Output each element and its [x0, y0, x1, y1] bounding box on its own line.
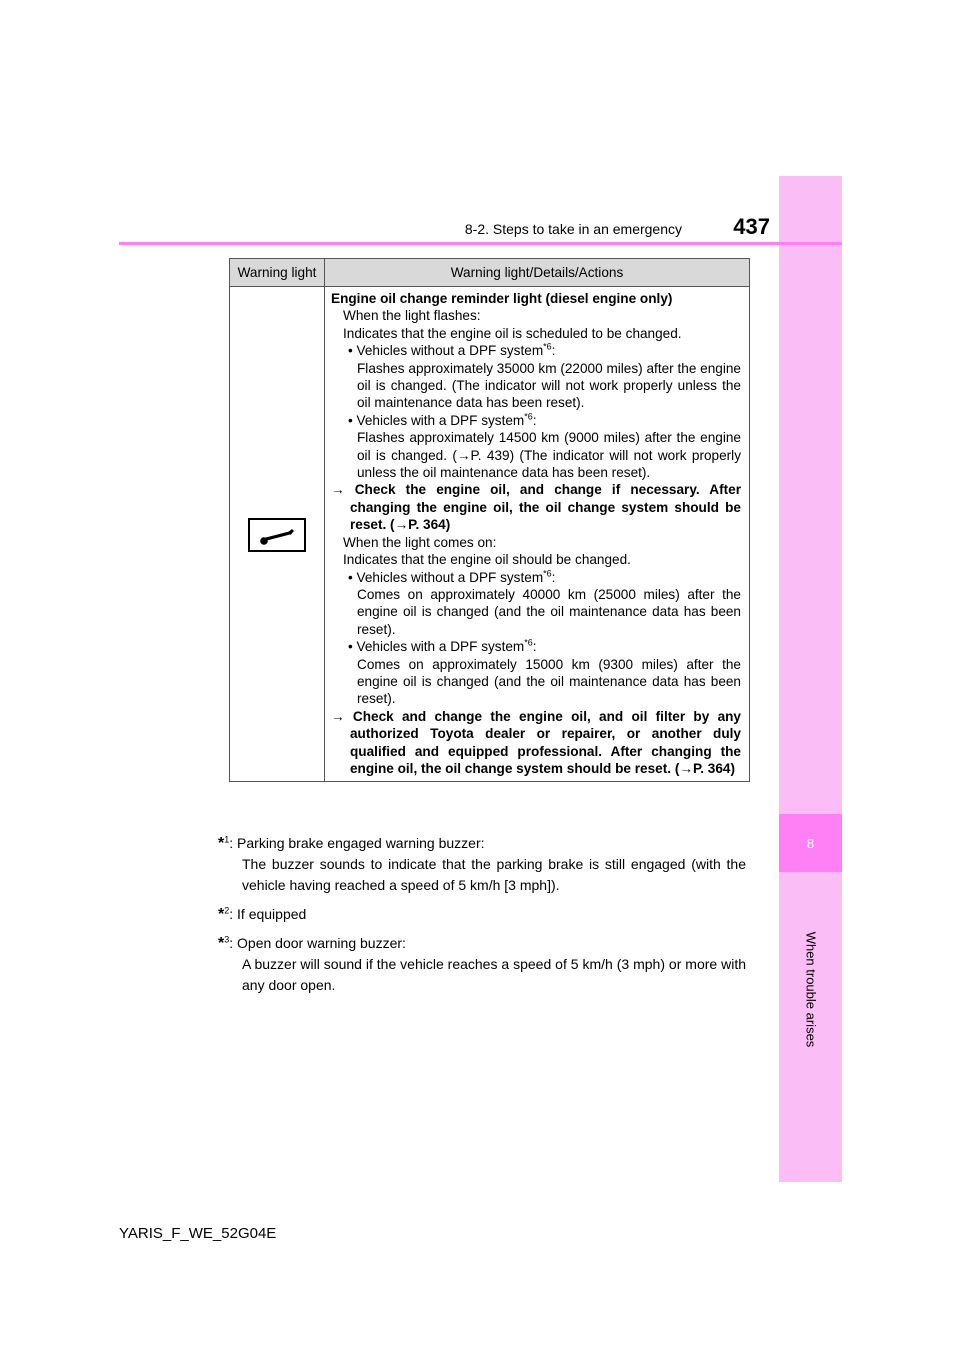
footnote-title-text: Parking brake engaged warning buzzer: [237, 835, 485, 851]
arrow-icon: → [679, 760, 693, 776]
arrow-icon: → [394, 517, 409, 533]
bullet-label: • Vehicles without a DPF system [348, 569, 544, 585]
on-intro: Indicates that the engine oil should be changed. [343, 552, 631, 568]
footnotes [218, 833, 746, 1004]
bullet-label: • Vehicles without a DPF system [348, 343, 544, 359]
header-divider [119, 242, 842, 245]
footnote-num: 3 [224, 934, 230, 945]
flash-action [331, 481, 741, 533]
on-action [331, 708, 741, 778]
footnote-num: 1 [224, 834, 230, 845]
footnote-title: *$^1$: Parking brake engaged warning buzzer: [218, 834, 485, 852]
colon: : [532, 412, 537, 428]
document-code: YARIS_F_WE_52G04E [119, 1225, 277, 1242]
section-title: 8-2. Steps to take in an emergency [464, 221, 682, 237]
flash-intro: Indicates that the engine oil is scheduled to be changed. [343, 325, 682, 341]
footnote-ref: *6 [524, 637, 533, 648]
footnote-title: *$^2$: If equipped [218, 905, 307, 923]
footnote-star: * [218, 935, 225, 952]
flash-without-dpf-label [331, 342, 741, 359]
light-title: Engine oil change reminder light (diesel engine only) [331, 291, 673, 306]
flash-without-dpf-text: Flashes approximately 35000 km (22000 miles) after the engine oil is changed. (The indicator will not work properly unless the oil maintenance data has been reset). [357, 360, 741, 411]
footnote-star: * [218, 835, 225, 852]
text-part: Flashes approximately 14500 km (9000 miles) after the engine oil is changed. ( [357, 430, 741, 463]
chapter-label [779, 884, 842, 1094]
action-text: Check the engine oil, and change if necessary. After changing the engine oil, the oil change system should be reset. ( [350, 482, 741, 533]
wrench-icon [248, 518, 306, 552]
page-number: 437 [733, 214, 770, 239]
arrow-icon: → [331, 708, 345, 724]
warning-light-details [325, 287, 750, 782]
col-header-details: Warning light/Details/Actions [325, 259, 750, 287]
on-heading: When the light comes on: [343, 534, 497, 550]
flash-with-dpf-text [331, 429, 741, 481]
footnote-title-text: If equipped [237, 906, 307, 922]
colon: : [551, 343, 556, 359]
warning-light-icon-cell [230, 287, 325, 782]
chapter-number-badge: 8 [779, 814, 842, 872]
page-ref[interactable]: P. 439) (The indicator will not work properly unless the oil maintenance data has been reset). [357, 447, 741, 481]
footnote-star: * [218, 906, 225, 923]
colon: : [551, 569, 556, 585]
footnote-body: The buzzer sounds to indicate that the parking brake is still engaged (with the vehicle having reached a speed of 5 km/h [3 mph]). [242, 856, 746, 893]
table-header-row [230, 259, 750, 287]
on-with-dpf-label [331, 638, 741, 655]
bullet-label: • Vehicles with a DPF system [348, 412, 525, 428]
on-without-dpf-text: Comes on approximately 40000 km (25000 miles) after the engine oil is changed (and the oil maintenance data has been reset). [357, 586, 741, 637]
footnote-ref: *6 [543, 567, 552, 578]
footnote-num: 2 [224, 905, 230, 916]
action-text: Check and change the engine oil, and oil filter by any authorized Toyota dealer or repairer, or another duly qualified and equipped professional. After changing the engine oil, the oil change system should be reset. ( [350, 708, 741, 776]
chapter-label-text: When trouble arises [803, 931, 818, 1047]
colon: : [532, 639, 537, 655]
arrow-icon: → [331, 482, 345, 498]
page-ref[interactable]: P. 364) [408, 517, 451, 533]
flash-heading: When the light flashes: [343, 308, 481, 324]
flash-with-dpf-label [331, 412, 741, 429]
footnote-body: A buzzer will sound if the vehicle reaches a speed of 5 km/h (3 mph) or more with any door open. [242, 956, 746, 993]
warning-light-table [229, 258, 750, 782]
footnote-title: *$^3$: Open door warning buzzer: [218, 934, 406, 952]
page-ref[interactable]: P. 364) [692, 760, 736, 776]
col-header-warning-light: Warning light [230, 259, 325, 287]
table-row [230, 287, 750, 782]
footnote-title-text: Open door warning buzzer: [237, 935, 406, 951]
footnote-ref: *6 [524, 411, 533, 422]
arrow-icon: → [456, 447, 471, 463]
on-without-dpf-label [331, 569, 741, 586]
on-with-dpf-text: Comes on approximately 15000 km (9300 miles) after the engine oil is changed (and the oil maintenance data has been reset). [357, 656, 741, 707]
footnote-1 [218, 833, 746, 896]
footnote-ref: *6 [543, 341, 552, 352]
footnote-3 [218, 933, 746, 996]
footnote-2 [218, 904, 746, 925]
bullet-label: • Vehicles with a DPF system [348, 639, 525, 655]
